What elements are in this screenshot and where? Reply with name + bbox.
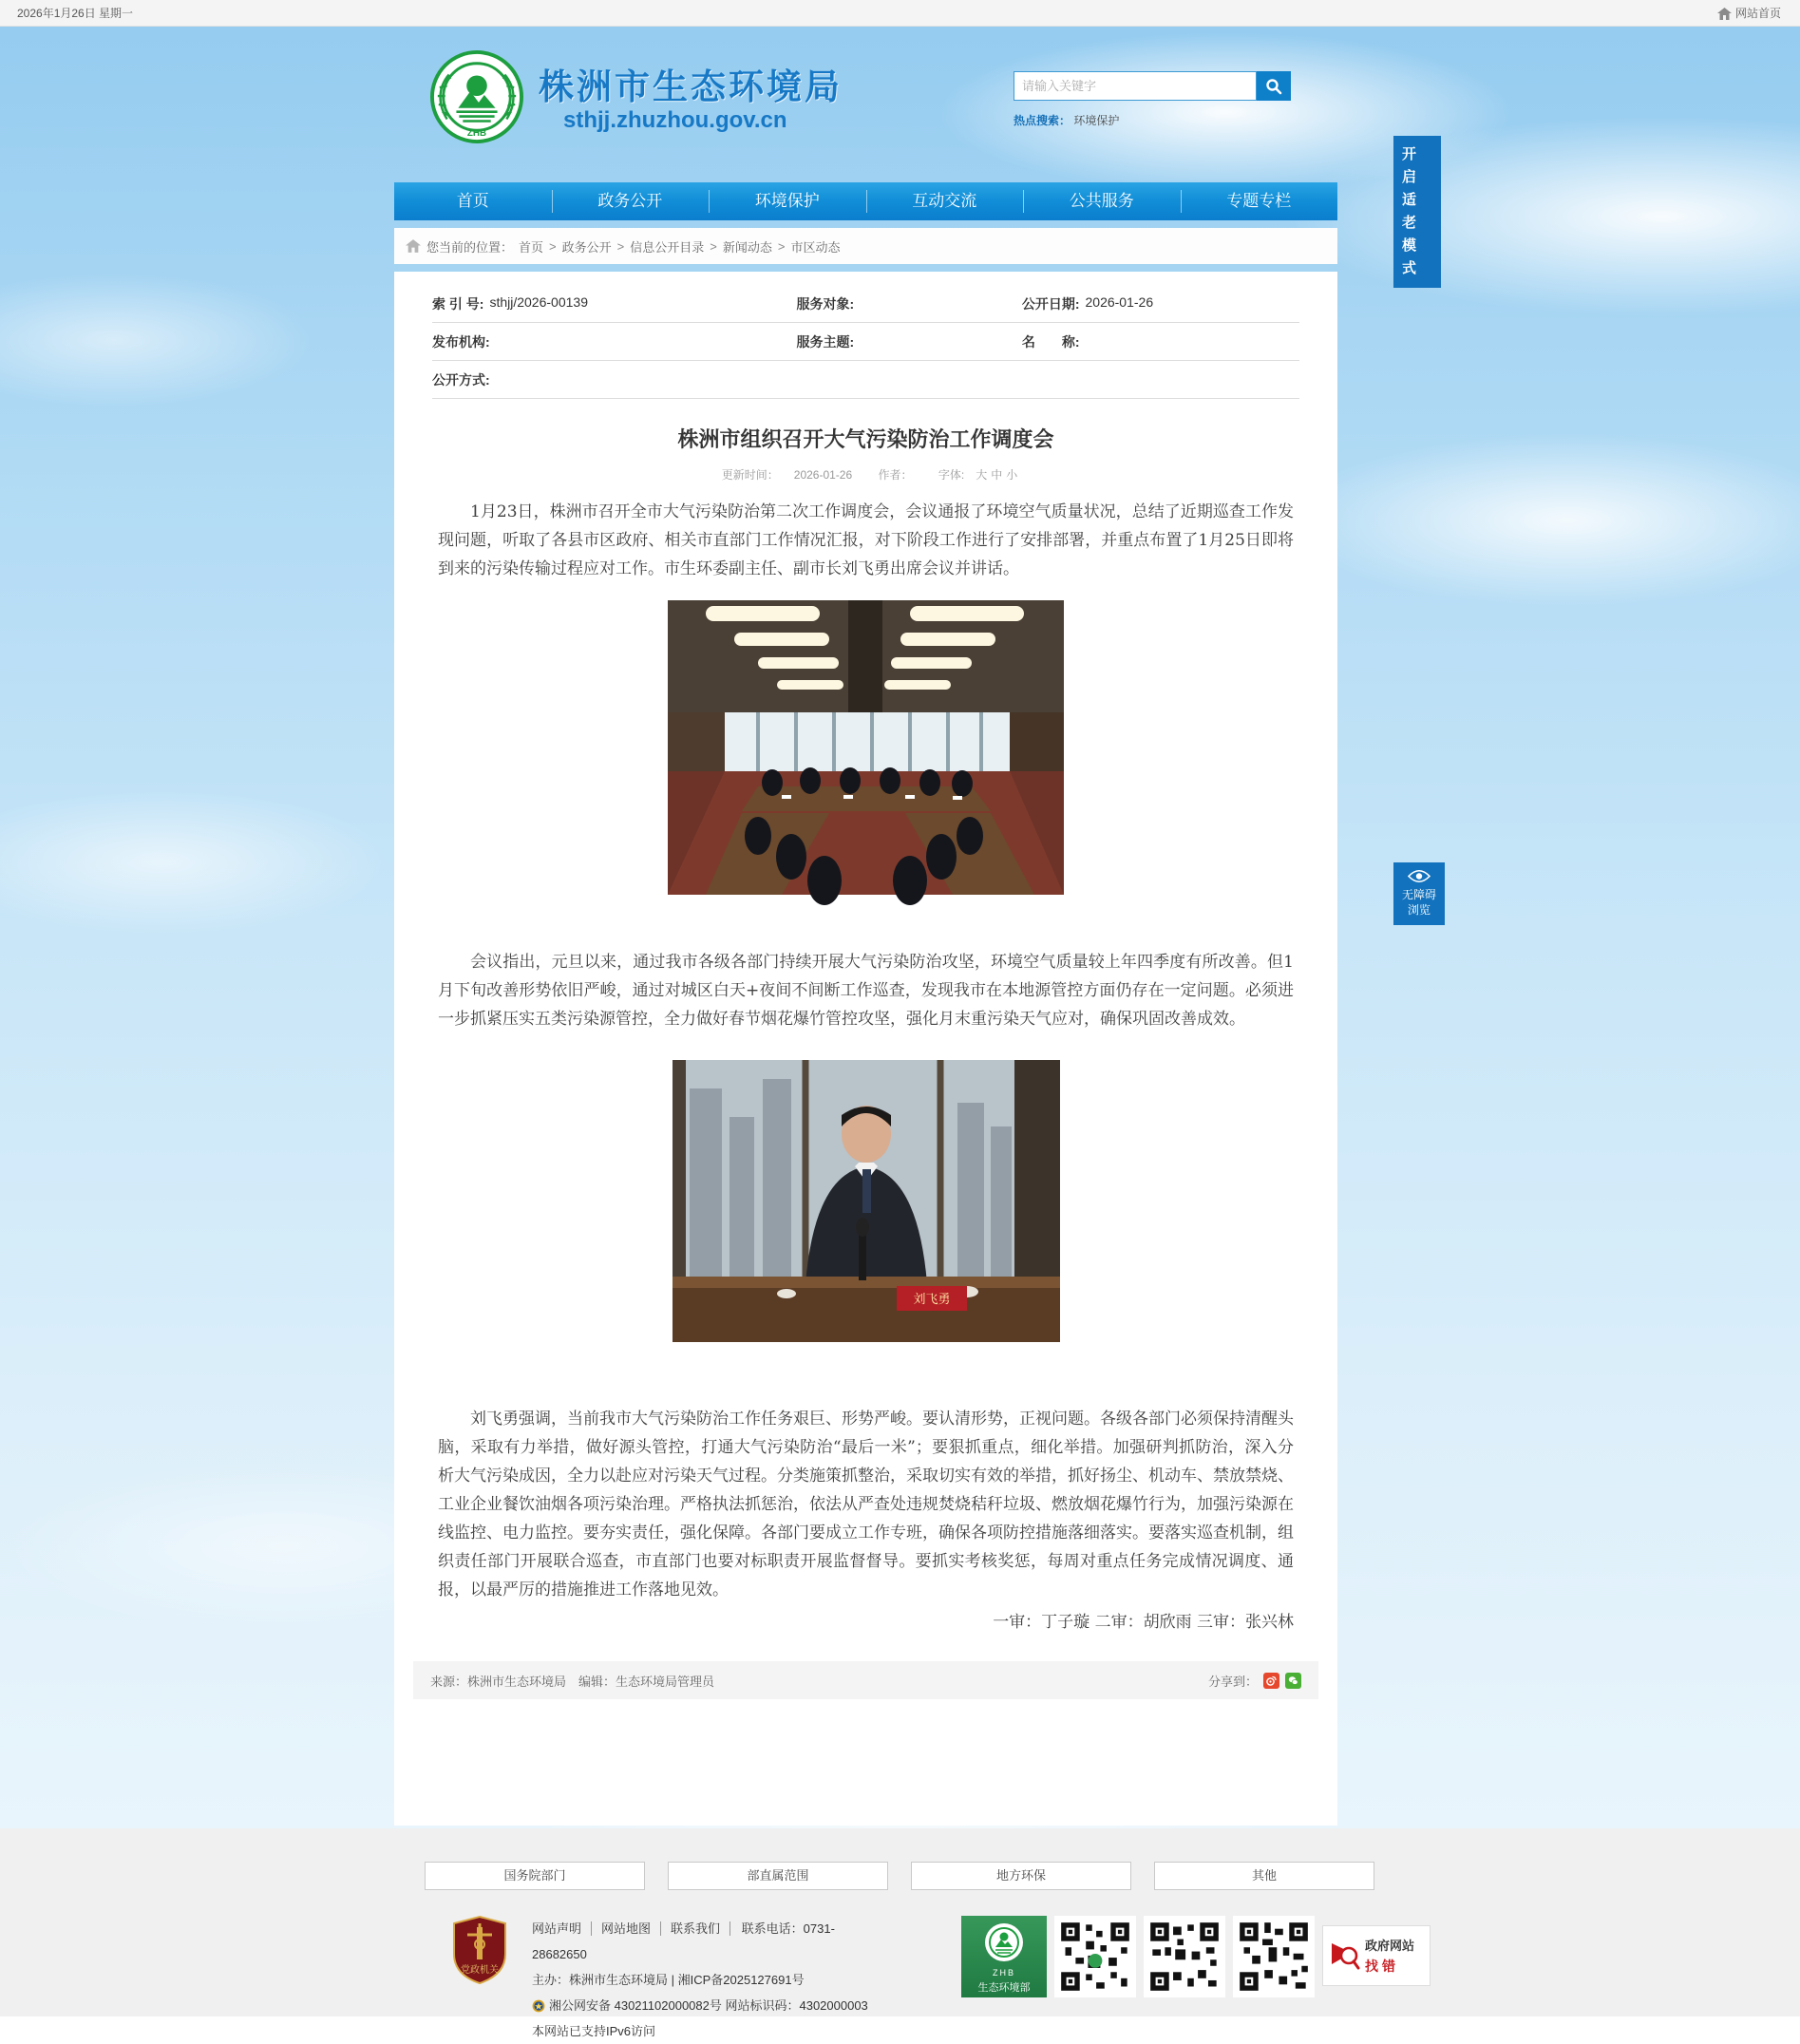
content-container [394, 27, 1337, 1689]
hot-search-label: 热点搜索： [1014, 114, 1071, 127]
home-link-label: 网站首页 [1734, 7, 1781, 20]
article-paragraph-3: 刘飞勇强调，当前我市大气污染防治工作任务艰巨、形势严峻。要认清形势，正视问题。各级各部门必须保持清醒头脑，采取有力举措，做好源头管控，打通大气污染防治“最后一米”；要狠抓重点，细化举措。加强研判抓防治，深入分析大气污染成因，全力以赴应对污染天气过程。分类施策抓整治，采取切实有效的举措，抓好扬尘、机动车、禁放禁烧、工业企业餐饮油烟各项污染治理。严格执法抓惩治，依法从严查处违规焚烧秸秆垃圾、燃放烟花爆竹行为，加强污染源在线监控、电力监控。要夯实责任，强化保障。各部门要成立工作专班，确保各项防控措施落细落实。要落实巡查机制，组织责任部门开展联合巡查，市直部门也要对标职责开展监督督导。要抓实考核奖惩，每周对重点任务完成情况调度、通报，以最严厉的措施推进工作落地见效。 [438, 1410, 1294, 1599]
links-ministry-units[interactable]: 部直属范围 [668, 1862, 888, 1890]
author-label: 作者： [878, 468, 913, 482]
current-date: 2026年1月26日 星期一 [17, 7, 134, 20]
source-bar [413, 1661, 1318, 1699]
qr-code-2 [1144, 1916, 1225, 1997]
footer-link-contact[interactable]: 联系我们 [661, 1921, 730, 1936]
site-url: sthjj.zhuzhou.gov.cn [563, 107, 787, 133]
share-group [1208, 1672, 1301, 1690]
footer-security-text: 湘公网安备 43021102000082号 网站标识码：4302000003 [549, 1998, 868, 2013]
links-other[interactable]: 其他 [1154, 1862, 1374, 1890]
search-icon [1265, 78, 1282, 95]
article-paragraph-1: 1月23日，株洲市召开全市大气污染防治第二次工作调度会，会议通报了环境空气质量状况，总结了近期巡查工作发现问题，听取了各县市区政府、相关市直部门工作情况汇报，对下阶段工作进行了安排部署，并重点布置了1月25日即将到来的污染传输过程应对工作。市生环委副主任、副市长刘飞勇出席会议并讲话。 [438, 502, 1294, 578]
breadcrumb-separator: > [616, 238, 625, 254]
font-size-medium[interactable]: 中 [991, 468, 1003, 482]
find-error-icon [1331, 1940, 1359, 1972]
logo-abbr: ZHB [466, 128, 487, 140]
meta-row-2 [432, 323, 1299, 361]
meta-row-1 [432, 285, 1299, 323]
footer-links-line [532, 1916, 889, 1967]
meeting-room-image [668, 600, 1064, 895]
nav-item-home[interactable]: 首页 [456, 192, 489, 210]
font-size-control [931, 468, 1017, 482]
index-value: sthjj/2026-00139 [489, 293, 588, 310]
service-target-label: 服务对象: [796, 295, 855, 312]
footer-host-line: 主办：株洲市生态环境局 | 湘ICP备2025127691号 [532, 1973, 805, 1987]
site-home-link[interactable] [1717, 0, 1781, 27]
breadcrumb-separator: > [710, 238, 717, 254]
speaker-photo [673, 1060, 1060, 1352]
footer-right-group [961, 1916, 1431, 2044]
accessibility-label: 无障碍浏览 [1401, 888, 1436, 917]
qr-code-3 [1233, 1916, 1315, 1997]
article-title: 株洲市组织召开大气污染防治工作调度会 [677, 427, 1054, 451]
site-header [394, 27, 1337, 182]
name-label: 名 称: [1021, 333, 1080, 350]
meta-row-3 [432, 361, 1299, 399]
footer [452, 1916, 1431, 2044]
hot-search [1014, 112, 1291, 128]
search-button[interactable] [1257, 71, 1291, 101]
page-bottom [0, 1828, 1800, 2038]
review-line: 一审：丁子璇 二审：胡欣雨 三审：张兴林 [993, 1613, 1294, 1632]
document-meta-table [432, 285, 1299, 399]
mee-logo-icon [983, 1921, 1025, 1963]
eye-icon [1408, 869, 1431, 883]
gov-agency-badge [452, 1916, 507, 1984]
accessibility-button[interactable] [1393, 862, 1445, 925]
footer-phone: 联系电话：0731-28682650 [532, 1921, 835, 1961]
share-wechat-icon[interactable] [1285, 1673, 1301, 1689]
publish-date-value: 2026-01-26 [1085, 293, 1154, 310]
update-time-label: 更新时间： [721, 468, 779, 482]
font-size-small[interactable]: 小 [1006, 468, 1018, 482]
nav-item-gov-open[interactable]: 政务公开 [552, 182, 710, 220]
share-label: 分享到： [1207, 1674, 1258, 1689]
hot-search-term[interactable]: 环境保护 [1073, 114, 1120, 127]
nameplate-text: 刘飞勇 [912, 1293, 951, 1307]
sky-background [0, 27, 1800, 1828]
footer-security-line [532, 1993, 889, 2018]
footer-text [532, 1916, 889, 2044]
speaker-image [673, 1060, 1060, 1342]
search-area [1014, 71, 1291, 128]
breadcrumb-item-info-catalog[interactable]: 信息公开目录 [630, 239, 705, 255]
article-meta-line [394, 466, 1337, 483]
find-error-button[interactable] [1322, 1925, 1431, 1986]
qr-code-1 [1054, 1916, 1136, 1997]
breadcrumb [394, 228, 1337, 264]
breadcrumb-item-news[interactable]: 新闻动态 [722, 239, 772, 255]
nav-item-public-service[interactable]: 公共服务 [1023, 182, 1181, 220]
bureau-logo [430, 50, 523, 143]
footer-link-statement[interactable]: 网站声明 [532, 1921, 592, 1936]
breadcrumb-item-home[interactable]: 首页 [519, 239, 544, 255]
article-body [394, 498, 1337, 1637]
share-weibo-icon[interactable] [1263, 1673, 1279, 1689]
mee-logo-abbr: ZHB [993, 1968, 1015, 1978]
nav-item-interaction[interactable]: 互动交流 [866, 182, 1024, 220]
article-panel [394, 272, 1337, 1826]
source-editor-text: 来源：株洲市生态环境局 编辑：生态环境局管理员 [430, 1674, 715, 1689]
links-local-env[interactable]: 地方环保 [911, 1862, 1131, 1890]
publish-date-label: 公开日期: [1021, 295, 1080, 312]
police-badge-icon [532, 1999, 545, 2013]
index-label: 索 引 号: [432, 295, 484, 312]
open-type-label: 公开方式: [432, 371, 490, 388]
font-size-large[interactable]: 大 [976, 468, 988, 482]
home-icon [1717, 8, 1732, 20]
main-nav [394, 182, 1337, 220]
gov-badge-label: 党政机关 [461, 1965, 499, 1976]
search-input[interactable] [1014, 71, 1257, 101]
friendly-links-row [425, 1862, 1374, 1890]
mee-logo-box[interactable] [961, 1916, 1047, 1997]
breadcrumb-item-gov-open[interactable]: 政务公开 [561, 239, 612, 255]
breadcrumb-separator: > [549, 238, 557, 254]
font-size-label: 字体: [938, 468, 965, 482]
breadcrumb-separator: > [777, 238, 786, 254]
update-time-value: 2026-01-26 [793, 468, 853, 482]
mee-logo-name: 生态环境部 [977, 1982, 1031, 1994]
top-utility-bar [0, 0, 1800, 27]
breadcrumb-home-icon [406, 239, 421, 253]
article-paragraph-2: 会议指出，元旦以来，通过我市各级各部门持续开展大气污染防治攻坚，环境空气质量较上年四季度有所改善。但1月下旬改善形势依旧严峻，通过对城区白天+夜间不间断工作巡查，发现我市在本地源管控方面仍存在一定问题。必须进一步抓紧压实五类污染源管控，全力做好春节烟花爆竹管控攻坚，强化月末重污染天气应对，确保巩固改善成效。 [438, 953, 1294, 1029]
find-error-line1: 政府网站 [1365, 1939, 1415, 1953]
find-error-line2: 找错 [1365, 1959, 1399, 1974]
nav-item-env-protection[interactable]: 环境保护 [709, 182, 866, 220]
meeting-photo [668, 600, 1064, 904]
breadcrumb-prefix: 您当前的位置： [426, 239, 514, 255]
site-name: 株洲市生态环境局 [539, 67, 843, 106]
nav-item-special-topics[interactable]: 专题专栏 [1181, 182, 1338, 220]
links-state-council[interactable]: 国务院部门 [425, 1862, 645, 1890]
update-time [714, 468, 863, 482]
footer-link-sitemap[interactable]: 网站地图 [592, 1921, 661, 1936]
publisher-label: 发布机构: [432, 333, 490, 350]
breadcrumb-item-district-news[interactable]: 市区动态 [790, 239, 841, 255]
footer-ipv6-line: 本网站已支持IPv6访问 [532, 2024, 656, 2038]
service-topic-label: 服务主题: [796, 333, 855, 350]
elder-mode-button[interactable]: 开启适老模式 [1393, 136, 1441, 288]
